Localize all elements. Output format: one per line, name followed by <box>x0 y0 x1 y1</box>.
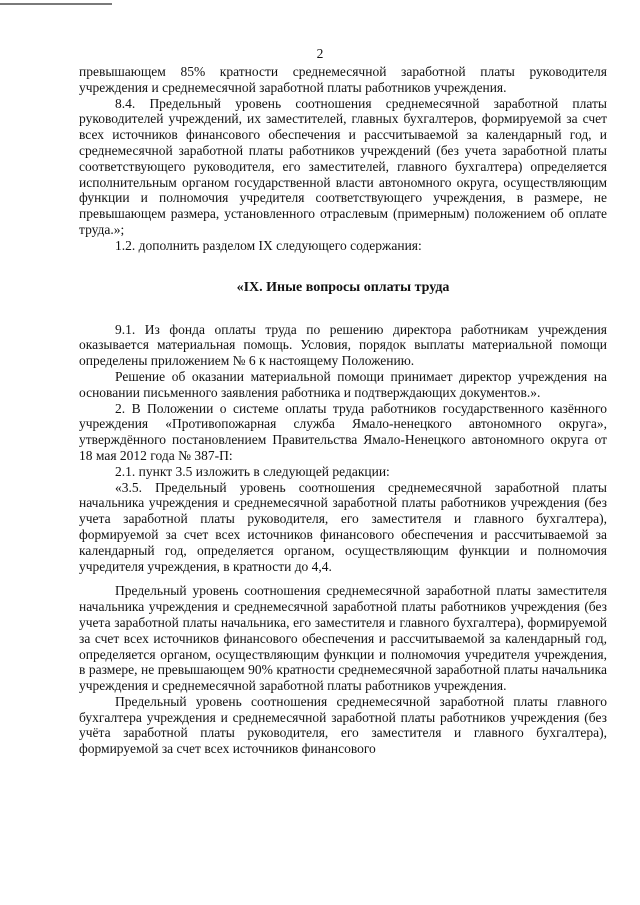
top-rule <box>0 3 112 5</box>
document-body <box>79 64 607 757</box>
paragraph-2-1: 2.1. пункт 3.5 изложить в следующей редакции: <box>115 463 390 479</box>
paragraph-3-5: «3.5. Предельный уровень соотношения среднемесячной заработной платы начальника учреждения и среднемесячной заработной платы работников учреждения (без учета заработной платы руководителя, его заместителя и главного бухгалтера), формируемой за счет всех источников финансового обеспечения и рассчитываемой за календарный год, определяется органом, осуществляющим функции и полномочия учредителя учреждения, в кратности до 4,4. <box>79 479 607 574</box>
paragraph-accountant-limit: Предельный уровень соотношения среднемесячной заработной платы главного бухгалтера учреждения и среднемесячной заработной платы работников учреждения (без учёта заработной платы руководителя, его заместителя и главного бухгалтера), формируемой за счет всех источников финансового <box>79 693 607 757</box>
paragraph-9-1: 9.1. Из фонда оплаты труда по решению директора работникам учреждения оказывается материальная помощь. Условия, порядок выплаты материальной помощи определены приложением № 6 к настоящему Положению. <box>79 321 607 369</box>
paragraph-2: 2. В Положении о системе оплаты труда работников государственного казённого учреждения «Противопожарная служба Ямало-ненецкого автономного округа», утверждённого постановлением Правительства Ямало-Ненецкого автономного округа от 18 мая 2012 года № 387-П: <box>79 400 607 463</box>
paragraph-continuation: превышающем 85% кратности среднемесячной заработной платы руководителя учреждения и среднемесячной заработной платы работников учреждения. <box>79 64 607 95</box>
paragraph-deputy-limit: Предельный уровень соотношения среднемесячной заработной платы заместителя начальника учреждения и среднемесячной заработной платы работников учреждения (без учета заработной платы начальника, его заместителя и главного бухгалтера), формируемой за счет всех источников финансового обеспечения и рассчитываемой за календарный год, определяется органом, осуществляющим функции и полномочия учредителя учреждения, в размере, не превышающем 90% кратности среднемесячной заработной платы начальника учреждения и среднемесячной заработной платы работников учреждения. <box>79 583 607 694</box>
paragraph-1-2: 1.2. дополнить разделом IX следующего содержания: <box>115 237 422 253</box>
paragraph-decision: Решение об оказании материальной помощи принимает директор учреждения на основании письменного заявления работника и подтверждающих документов.». <box>79 368 607 400</box>
page-number: 2 <box>316 46 324 61</box>
paragraph-8-4: 8.4. Предельный уровень соотношения среднемесячной заработной платы руководителей учреждений, их заместителей, главных бухгалтеров, формируемой за счет всех источников финансового обеспечения и рассчитываемой за календарный год, и среднемесячной заработной платы работников учреждений (без учета заработной платы соответствующего руководителя, его заместителей, главного бухгалтера) определяется исполнительным органом государственной власти автономного округа, осуществляющим функции и полномочия учредителя соответствующего учреждения, в размере, не превышающем размера, установленного отраслевым (примерным) положением об оплате труда.»; <box>79 95 607 237</box>
section-heading: «IX. Иные вопросы оплаты труда <box>236 279 450 295</box>
